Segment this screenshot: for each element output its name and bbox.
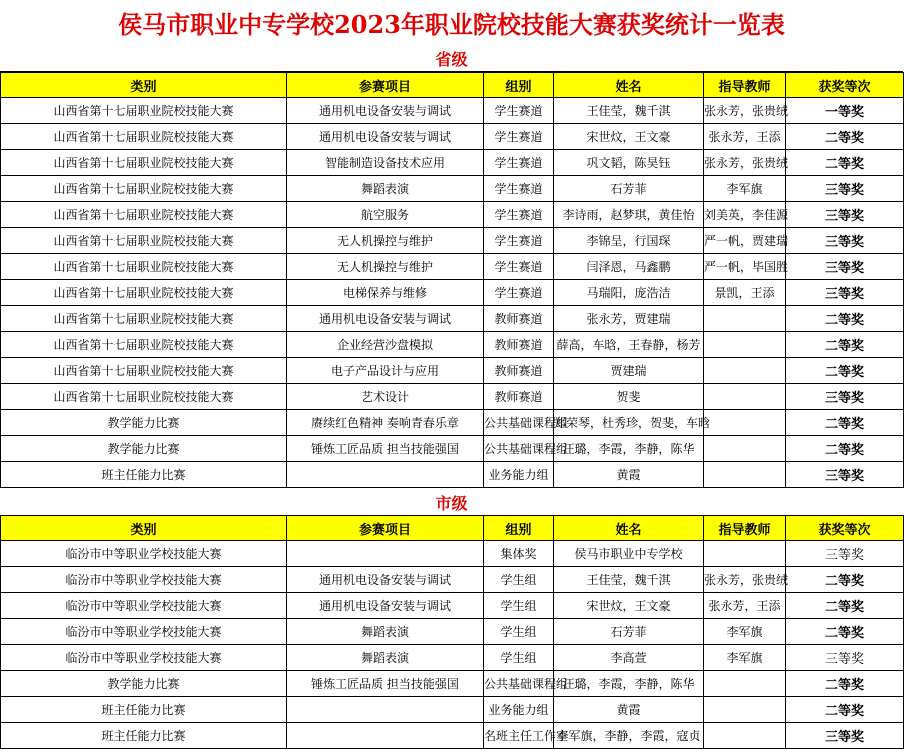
name-cell[interactable]: 薛高，车晗，王春静，杨芳 bbox=[554, 332, 704, 358]
project-cell[interactable]: 通用机电设备安装与调试 bbox=[287, 593, 484, 619]
award-cell[interactable]: 二等奖 bbox=[786, 410, 904, 436]
project-cell[interactable]: 锤炼工匠品质 担当技能强国 bbox=[287, 671, 484, 697]
name-cell[interactable]: 宋世炆，王文豪 bbox=[554, 124, 704, 150]
column-header[interactable]: 组别 bbox=[484, 73, 554, 98]
table-row bbox=[1, 593, 904, 619]
award-cell[interactable]: 三等奖 bbox=[786, 176, 904, 202]
name-cell[interactable]: 王佳莹，魏千淇 bbox=[554, 567, 704, 593]
award-cell[interactable]: 二等奖 bbox=[786, 567, 904, 593]
project-cell[interactable]: 智能制造设备技术应用 bbox=[287, 150, 484, 176]
teacher-cell[interactable]: 刘美英，李佳源 bbox=[704, 202, 786, 228]
column-header[interactable]: 参赛项目 bbox=[287, 516, 484, 541]
project-cell[interactable]: 舞蹈表演 bbox=[287, 619, 484, 645]
project-cell[interactable]: 通用机电设备安装与调试 bbox=[287, 124, 484, 150]
name-cell[interactable]: 汪璐，李霞，李静，陈华 bbox=[554, 671, 704, 697]
teacher-cell[interactable]: 张永芳，张贵绒 bbox=[704, 567, 786, 593]
column-header[interactable]: 指导教师 bbox=[704, 73, 786, 98]
project-cell[interactable]: 通用机电设备安装与调试 bbox=[287, 567, 484, 593]
award-cell[interactable]: 二等奖 bbox=[786, 697, 904, 723]
teacher-cell[interactable] bbox=[704, 671, 786, 697]
award-cell[interactable]: 二等奖 bbox=[786, 358, 904, 384]
award-table bbox=[0, 72, 904, 488]
award-cell[interactable]: 二等奖 bbox=[786, 436, 904, 462]
header-row bbox=[1, 516, 904, 541]
group-cell[interactable]: 学生组 bbox=[484, 593, 554, 619]
column-header[interactable]: 类别 bbox=[1, 516, 287, 541]
group-cell[interactable]: 公共基础课程组 bbox=[484, 671, 554, 697]
name-cell[interactable]: 巩文韬，陈昊钰 bbox=[554, 150, 704, 176]
award-cell[interactable]: 二等奖 bbox=[786, 671, 904, 697]
name-cell[interactable]: 侯马市职业中专学校 bbox=[554, 541, 704, 567]
table-row bbox=[1, 280, 904, 306]
table-row bbox=[1, 462, 904, 488]
group-cell[interactable]: 学生赛道 bbox=[484, 228, 554, 254]
category-cell[interactable]: 山西省第十七届职业院校技能大赛 bbox=[1, 306, 287, 332]
table-row bbox=[1, 567, 904, 593]
group-cell[interactable]: 集体奖 bbox=[484, 541, 554, 567]
teacher-cell[interactable] bbox=[704, 723, 786, 749]
name-cell[interactable]: 闫泽恩，马鑫鹏 bbox=[554, 254, 704, 280]
table-row bbox=[1, 541, 904, 567]
table-row bbox=[1, 254, 904, 280]
column-header[interactable]: 姓名 bbox=[554, 516, 704, 541]
project-cell[interactable]: 舞蹈表演 bbox=[287, 176, 484, 202]
group-cell[interactable]: 业务能力组 bbox=[484, 697, 554, 723]
category-cell[interactable]: 山西省第十七届职业院校技能大赛 bbox=[1, 98, 287, 124]
table-row bbox=[1, 150, 904, 176]
group-cell[interactable]: 学生赛道 bbox=[484, 176, 554, 202]
teacher-cell[interactable]: 严一帆，贾建瑞 bbox=[704, 228, 786, 254]
category-cell[interactable]: 临汾市中等职业学校技能大赛 bbox=[1, 593, 287, 619]
table-row bbox=[1, 671, 904, 697]
award-cell[interactable]: 三等奖 bbox=[786, 541, 904, 567]
award-cell[interactable]: 三等奖 bbox=[786, 462, 904, 488]
category-cell[interactable]: 班主任能力比赛 bbox=[1, 723, 287, 749]
project-cell[interactable]: 锤炼工匠品质 担当技能强国 bbox=[287, 436, 484, 462]
column-header[interactable]: 获奖等次 bbox=[786, 516, 904, 541]
group-cell[interactable]: 教师赛道 bbox=[484, 332, 554, 358]
project-cell[interactable]: 电梯保养与维修 bbox=[287, 280, 484, 306]
name-cell[interactable]: 马瑞阳，庞浩洁 bbox=[554, 280, 704, 306]
name-cell[interactable]: 石芳菲 bbox=[554, 619, 704, 645]
name-cell[interactable]: 黄霞 bbox=[554, 697, 704, 723]
group-cell[interactable]: 学生赛道 bbox=[484, 280, 554, 306]
category-cell[interactable]: 山西省第十七届职业院校技能大赛 bbox=[1, 254, 287, 280]
teacher-cell[interactable]: 张永芳，张贵绒 bbox=[704, 98, 786, 124]
award-cell[interactable]: 二等奖 bbox=[786, 332, 904, 358]
project-cell[interactable] bbox=[287, 462, 484, 488]
project-cell[interactable]: 通用机电设备安装与调试 bbox=[287, 98, 484, 124]
teacher-cell[interactable] bbox=[704, 541, 786, 567]
project-cell[interactable]: 舞蹈表演 bbox=[287, 645, 484, 671]
award-cell[interactable]: 二等奖 bbox=[786, 306, 904, 332]
category-cell[interactable]: 班主任能力比赛 bbox=[1, 462, 287, 488]
category-cell[interactable]: 山西省第十七届职业院校技能大赛 bbox=[1, 332, 287, 358]
category-cell[interactable]: 山西省第十七届职业院校技能大赛 bbox=[1, 358, 287, 384]
award-cell[interactable]: 二等奖 bbox=[786, 124, 904, 150]
category-cell[interactable]: 教学能力比赛 bbox=[1, 671, 287, 697]
table-row bbox=[1, 358, 904, 384]
section-title: 省级 bbox=[0, 45, 903, 72]
award-cell[interactable]: 三等奖 bbox=[786, 254, 904, 280]
category-cell[interactable]: 临汾市中等职业学校技能大赛 bbox=[1, 619, 287, 645]
group-cell[interactable]: 学生赛道 bbox=[484, 254, 554, 280]
group-cell[interactable]: 教师赛道 bbox=[484, 358, 554, 384]
teacher-cell[interactable]: 景凯，王添 bbox=[704, 280, 786, 306]
project-cell[interactable] bbox=[287, 541, 484, 567]
group-cell[interactable]: 公共基础课程组 bbox=[484, 410, 554, 436]
name-cell[interactable]: 石芳菲 bbox=[554, 176, 704, 202]
project-cell[interactable]: 航空服务 bbox=[287, 202, 484, 228]
column-header[interactable]: 类别 bbox=[1, 73, 287, 98]
teacher-cell[interactable]: 李军旗 bbox=[704, 645, 786, 671]
group-cell[interactable]: 教师赛道 bbox=[484, 384, 554, 410]
section-title: 市级 bbox=[0, 489, 903, 516]
group-cell[interactable]: 学生组 bbox=[484, 645, 554, 671]
name-cell[interactable]: 王佳莹，魏千淇 bbox=[554, 98, 704, 124]
project-cell[interactable] bbox=[287, 723, 484, 749]
name-cell[interactable]: 李锦呈，行国琛 bbox=[554, 228, 704, 254]
table-row bbox=[1, 436, 904, 462]
name-cell[interactable]: 张永芳，贾建瑞 bbox=[554, 306, 704, 332]
project-cell[interactable]: 电子产品设计与应用 bbox=[287, 358, 484, 384]
teacher-cell[interactable]: 李军旗 bbox=[704, 176, 786, 202]
name-cell[interactable]: 宋世炆，王文豪 bbox=[554, 593, 704, 619]
category-cell[interactable]: 临汾市中等职业学校技能大赛 bbox=[1, 645, 287, 671]
award-cell[interactable]: 三等奖 bbox=[786, 645, 904, 671]
teacher-cell[interactable]: 张永芳，王添 bbox=[704, 124, 786, 150]
category-cell[interactable]: 教学能力比赛 bbox=[1, 436, 287, 462]
category-cell[interactable]: 山西省第十七届职业院校技能大赛 bbox=[1, 124, 287, 150]
teacher-cell[interactable]: 严一帆，毕国胜 bbox=[704, 254, 786, 280]
teacher-cell[interactable]: 张永芳，王添 bbox=[704, 593, 786, 619]
table-row bbox=[1, 645, 904, 671]
group-cell[interactable]: 教师赛道 bbox=[484, 306, 554, 332]
teacher-cell[interactable] bbox=[704, 358, 786, 384]
teacher-cell[interactable]: 李军旗 bbox=[704, 619, 786, 645]
table-row bbox=[1, 202, 904, 228]
award-table bbox=[0, 515, 904, 749]
teacher-cell[interactable] bbox=[704, 306, 786, 332]
project-cell[interactable]: 企业经营沙盘模拟 bbox=[287, 332, 484, 358]
project-cell[interactable]: 艺术设计 bbox=[287, 384, 484, 410]
name-cell[interactable]: 汪璐，李霞，李静，陈华 bbox=[554, 436, 704, 462]
category-cell[interactable]: 教学能力比赛 bbox=[1, 410, 287, 436]
category-cell[interactable]: 临汾市中等职业学校技能大赛 bbox=[1, 541, 287, 567]
category-cell[interactable]: 山西省第十七届职业院校技能大赛 bbox=[1, 176, 287, 202]
table-row bbox=[1, 619, 904, 645]
award-cell[interactable]: 二等奖 bbox=[786, 593, 904, 619]
award-cell[interactable]: 三等奖 bbox=[786, 723, 904, 749]
group-cell[interactable]: 学生赛道 bbox=[484, 202, 554, 228]
award-cell[interactable]: 三等奖 bbox=[786, 384, 904, 410]
group-cell[interactable]: 学生赛道 bbox=[484, 124, 554, 150]
name-cell[interactable]: 贺斐 bbox=[554, 384, 704, 410]
table-row bbox=[1, 723, 904, 749]
column-header[interactable]: 组别 bbox=[484, 516, 554, 541]
category-cell[interactable]: 山西省第十七届职业院校技能大赛 bbox=[1, 384, 287, 410]
category-cell[interactable]: 班主任能力比赛 bbox=[1, 697, 287, 723]
header-row bbox=[1, 73, 904, 98]
name-cell[interactable]: 李高萱 bbox=[554, 645, 704, 671]
teacher-cell[interactable] bbox=[704, 697, 786, 723]
group-cell[interactable]: 学生赛道 bbox=[484, 150, 554, 176]
table-row bbox=[1, 176, 904, 202]
teacher-cell[interactable] bbox=[704, 436, 786, 462]
table-row bbox=[1, 384, 904, 410]
award-cell[interactable]: 一等奖 bbox=[786, 98, 904, 124]
column-header[interactable]: 获奖等次 bbox=[786, 73, 904, 98]
award-cell[interactable]: 二等奖 bbox=[786, 619, 904, 645]
category-cell[interactable]: 山西省第十七届职业院校技能大赛 bbox=[1, 202, 287, 228]
group-cell[interactable]: 名班主任工作室 bbox=[484, 723, 554, 749]
column-header[interactable]: 姓名 bbox=[554, 73, 704, 98]
award-cell[interactable]: 二等奖 bbox=[786, 150, 904, 176]
award-cell[interactable]: 三等奖 bbox=[786, 202, 904, 228]
award-cell[interactable]: 三等奖 bbox=[786, 280, 904, 306]
group-cell[interactable]: 学生组 bbox=[484, 567, 554, 593]
teacher-cell[interactable]: 张永芳，张贵绒 bbox=[704, 150, 786, 176]
table-row bbox=[1, 228, 904, 254]
table-row bbox=[1, 697, 904, 723]
category-cell[interactable]: 山西省第十七届职业院校技能大赛 bbox=[1, 280, 287, 306]
project-cell[interactable]: 赓续红色精神 奏响青春乐章 bbox=[287, 410, 484, 436]
project-cell[interactable]: 通用机电设备安装与调试 bbox=[287, 306, 484, 332]
table-row bbox=[1, 306, 904, 332]
category-cell[interactable]: 临汾市中等职业学校技能大赛 bbox=[1, 567, 287, 593]
project-cell[interactable] bbox=[287, 697, 484, 723]
table-row bbox=[1, 332, 904, 358]
column-header[interactable]: 指导教师 bbox=[704, 516, 786, 541]
group-cell[interactable]: 学生赛道 bbox=[484, 98, 554, 124]
teacher-cell[interactable] bbox=[704, 332, 786, 358]
group-cell[interactable]: 业务能力组 bbox=[484, 462, 554, 488]
project-cell[interactable]: 无人机操控与维护 bbox=[287, 228, 484, 254]
teacher-cell[interactable] bbox=[704, 384, 786, 410]
page-title: 侯马市职业中专学校2023年职业院校技能大赛获奖统计一览表 bbox=[118, 9, 785, 39]
teacher-cell[interactable] bbox=[704, 410, 786, 436]
project-cell[interactable]: 无人机操控与维护 bbox=[287, 254, 484, 280]
name-cell[interactable]: 黄霞 bbox=[554, 462, 704, 488]
name-cell[interactable]: 李军旗，李静，李霞，寇贞 bbox=[554, 723, 704, 749]
category-cell[interactable]: 山西省第十七届职业院校技能大赛 bbox=[1, 228, 287, 254]
name-cell[interactable]: 贾建瑞 bbox=[554, 358, 704, 384]
group-cell[interactable]: 公共基础课程组 bbox=[484, 436, 554, 462]
table-row bbox=[1, 98, 904, 124]
award-cell[interactable]: 三等奖 bbox=[786, 228, 904, 254]
table-row bbox=[1, 124, 904, 150]
name-cell[interactable]: 李诗雨，赵梦琪，黄佳怡 bbox=[554, 202, 704, 228]
category-cell[interactable]: 山西省第十七届职业院校技能大赛 bbox=[1, 150, 287, 176]
name-cell[interactable]: 郑荣琴，杜秀珍，贺斐，车晗 bbox=[554, 410, 704, 436]
teacher-cell[interactable] bbox=[704, 462, 786, 488]
group-cell[interactable]: 学生组 bbox=[484, 619, 554, 645]
table-row bbox=[1, 410, 904, 436]
column-header[interactable]: 参赛项目 bbox=[287, 73, 484, 98]
